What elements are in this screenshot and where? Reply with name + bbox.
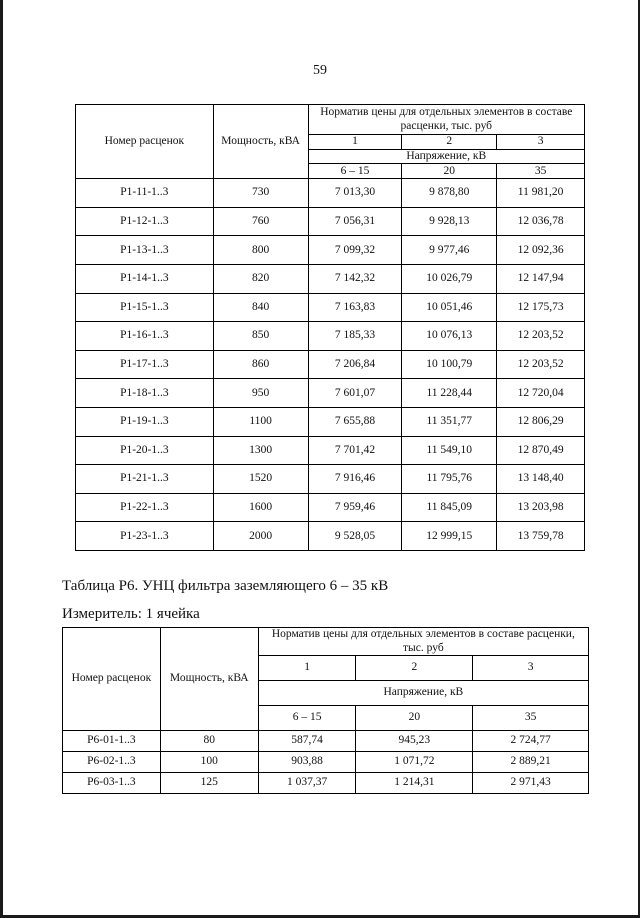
cell-power: 125 xyxy=(160,773,258,794)
cell-value: 7 099,32 xyxy=(308,236,402,265)
cell-value: 7 056,31 xyxy=(308,207,402,236)
table-caption: Таблица Р6. УНЦ фильтра заземляющего 6 – 35 кВ xyxy=(62,578,389,594)
cell-power: 860 xyxy=(213,350,308,379)
table-row xyxy=(76,350,585,379)
cell-value: 11 981,20 xyxy=(497,179,585,208)
cell-value: 12 036,78 xyxy=(497,207,585,236)
cell-power: 80 xyxy=(160,731,258,752)
cell-value: 12 203,52 xyxy=(497,322,585,351)
cell-value: 10 100,79 xyxy=(402,350,497,379)
cell-power: 950 xyxy=(213,379,308,408)
cell-code: Р6-03-1..3 xyxy=(63,773,161,794)
header-voltage-value: 20 xyxy=(402,164,497,179)
cell-value: 7 655,88 xyxy=(308,407,402,436)
table-row xyxy=(76,436,585,465)
cell-code: Р1-19-1..3 xyxy=(76,407,214,436)
cell-value: 7 959,46 xyxy=(308,493,402,522)
cell-value: 7 916,46 xyxy=(308,465,402,494)
table-row xyxy=(63,731,589,752)
cell-value: 7 206,84 xyxy=(308,350,402,379)
header-col-number: 3 xyxy=(473,656,589,681)
cell-power: 1600 xyxy=(213,493,308,522)
cell-value: 2 971,43 xyxy=(473,773,589,794)
cell-value: 7 142,32 xyxy=(308,265,402,294)
cell-value: 7 601,07 xyxy=(308,379,402,408)
header-norm: Норматив цены для отдельных элементов в составе расценки, тыс. руб xyxy=(258,628,588,656)
cell-power: 840 xyxy=(213,293,308,322)
table-meter: Измеритель: 1 ячейка xyxy=(62,606,200,622)
header-code: Номер расценок xyxy=(63,628,161,731)
cell-code: Р1-17-1..3 xyxy=(76,350,214,379)
table-row xyxy=(76,493,585,522)
cell-value: 2 889,21 xyxy=(473,752,589,773)
header-voltage-value: 20 xyxy=(356,706,473,731)
cell-value: 12 203,52 xyxy=(497,350,585,379)
header-voltage: Напряжение, кВ xyxy=(308,150,584,164)
cell-power: 1100 xyxy=(213,407,308,436)
page-number: 59 xyxy=(313,63,327,78)
header-voltage-value: 6 – 15 xyxy=(258,706,356,731)
cell-value: 11 845,09 xyxy=(402,493,497,522)
cell-code: Р1-18-1..3 xyxy=(76,379,214,408)
header-norm: Норматив цены для отдельных элементов в составе расценки, тыс. руб xyxy=(308,105,584,135)
table-row xyxy=(76,522,585,551)
cell-value: 10 026,79 xyxy=(402,265,497,294)
cell-value: 10 051,46 xyxy=(402,293,497,322)
cell-value: 2 724,77 xyxy=(473,731,589,752)
cell-value: 12 870,49 xyxy=(497,436,585,465)
cell-power: 2000 xyxy=(213,522,308,551)
cell-code: Р1-22-1..3 xyxy=(76,493,214,522)
header-col-number: 2 xyxy=(402,135,497,150)
cell-code: Р1-20-1..3 xyxy=(76,436,214,465)
header-col-number: 2 xyxy=(356,656,473,681)
cell-code: Р1-16-1..3 xyxy=(76,322,214,351)
cell-value: 13 203,98 xyxy=(497,493,585,522)
cell-code: Р1-23-1..3 xyxy=(76,522,214,551)
cell-code: Р1-21-1..3 xyxy=(76,465,214,494)
header-voltage-value: 35 xyxy=(473,706,589,731)
cell-value: 7 701,42 xyxy=(308,436,402,465)
cell-value: 12 175,73 xyxy=(497,293,585,322)
cell-value: 11 549,10 xyxy=(402,436,497,465)
cell-code: Р1-12-1..3 xyxy=(76,207,214,236)
cell-value: 1 037,37 xyxy=(258,773,356,794)
cell-power: 100 xyxy=(160,752,258,773)
table-row xyxy=(76,465,585,494)
cell-code: Р6-01-1..3 xyxy=(63,731,161,752)
table-row xyxy=(76,322,585,351)
header-col-number: 3 xyxy=(497,135,585,150)
cell-power: 730 xyxy=(213,179,308,208)
cell-power: 820 xyxy=(213,265,308,294)
cell-value: 9 928,13 xyxy=(402,207,497,236)
header-power: Мощность, кВА xyxy=(160,628,258,731)
cell-value: 12 806,29 xyxy=(497,407,585,436)
scan-border-left xyxy=(0,0,3,918)
header-voltage-value: 35 xyxy=(497,164,585,179)
cell-value: 1 214,31 xyxy=(356,773,473,794)
cell-power: 1520 xyxy=(213,465,308,494)
table-row xyxy=(76,265,585,294)
cell-code: Р1-15-1..3 xyxy=(76,293,214,322)
header-voltage: Напряжение, кВ xyxy=(258,681,588,706)
table-row xyxy=(76,236,585,265)
cell-value: 7 013,30 xyxy=(308,179,402,208)
cell-value: 9 878,80 xyxy=(402,179,497,208)
cell-value: 12 147,94 xyxy=(497,265,585,294)
cell-code: Р1-13-1..3 xyxy=(76,236,214,265)
table-row xyxy=(76,293,585,322)
cell-code: Р1-14-1..3 xyxy=(76,265,214,294)
price-table-r6 xyxy=(62,627,589,794)
table-row xyxy=(76,179,585,208)
header-col-number: 1 xyxy=(258,656,356,681)
header-power: Мощность, кВА xyxy=(213,105,308,179)
cell-value: 7 163,83 xyxy=(308,293,402,322)
cell-power: 760 xyxy=(213,207,308,236)
price-table-r1 xyxy=(75,104,585,551)
table-row xyxy=(76,379,585,408)
cell-value: 7 185,33 xyxy=(308,322,402,351)
table-row xyxy=(63,773,589,794)
cell-code: Р6-02-1..3 xyxy=(63,752,161,773)
cell-power: 850 xyxy=(213,322,308,351)
cell-value: 11 351,77 xyxy=(402,407,497,436)
cell-value: 13 759,78 xyxy=(497,522,585,551)
cell-value: 9 977,46 xyxy=(402,236,497,265)
cell-value: 12 999,15 xyxy=(402,522,497,551)
cell-value: 587,74 xyxy=(258,731,356,752)
table-row xyxy=(76,207,585,236)
cell-value: 12 092,36 xyxy=(497,236,585,265)
table-row xyxy=(76,407,585,436)
cell-code: Р1-11-1..3 xyxy=(76,179,214,208)
cell-value: 11 795,76 xyxy=(402,465,497,494)
cell-value: 903,88 xyxy=(258,752,356,773)
cell-value: 13 148,40 xyxy=(497,465,585,494)
header-code: Номер расценок xyxy=(76,105,214,179)
cell-power: 1300 xyxy=(213,436,308,465)
cell-value: 10 076,13 xyxy=(402,322,497,351)
cell-value: 945,23 xyxy=(356,731,473,752)
cell-power: 800 xyxy=(213,236,308,265)
header-voltage-value: 6 – 15 xyxy=(308,164,402,179)
cell-value: 9 528,05 xyxy=(308,522,402,551)
cell-value: 1 071,72 xyxy=(356,752,473,773)
cell-value: 12 720,04 xyxy=(497,379,585,408)
table-row xyxy=(63,752,589,773)
cell-value: 11 228,44 xyxy=(402,379,497,408)
header-col-number: 1 xyxy=(308,135,402,150)
